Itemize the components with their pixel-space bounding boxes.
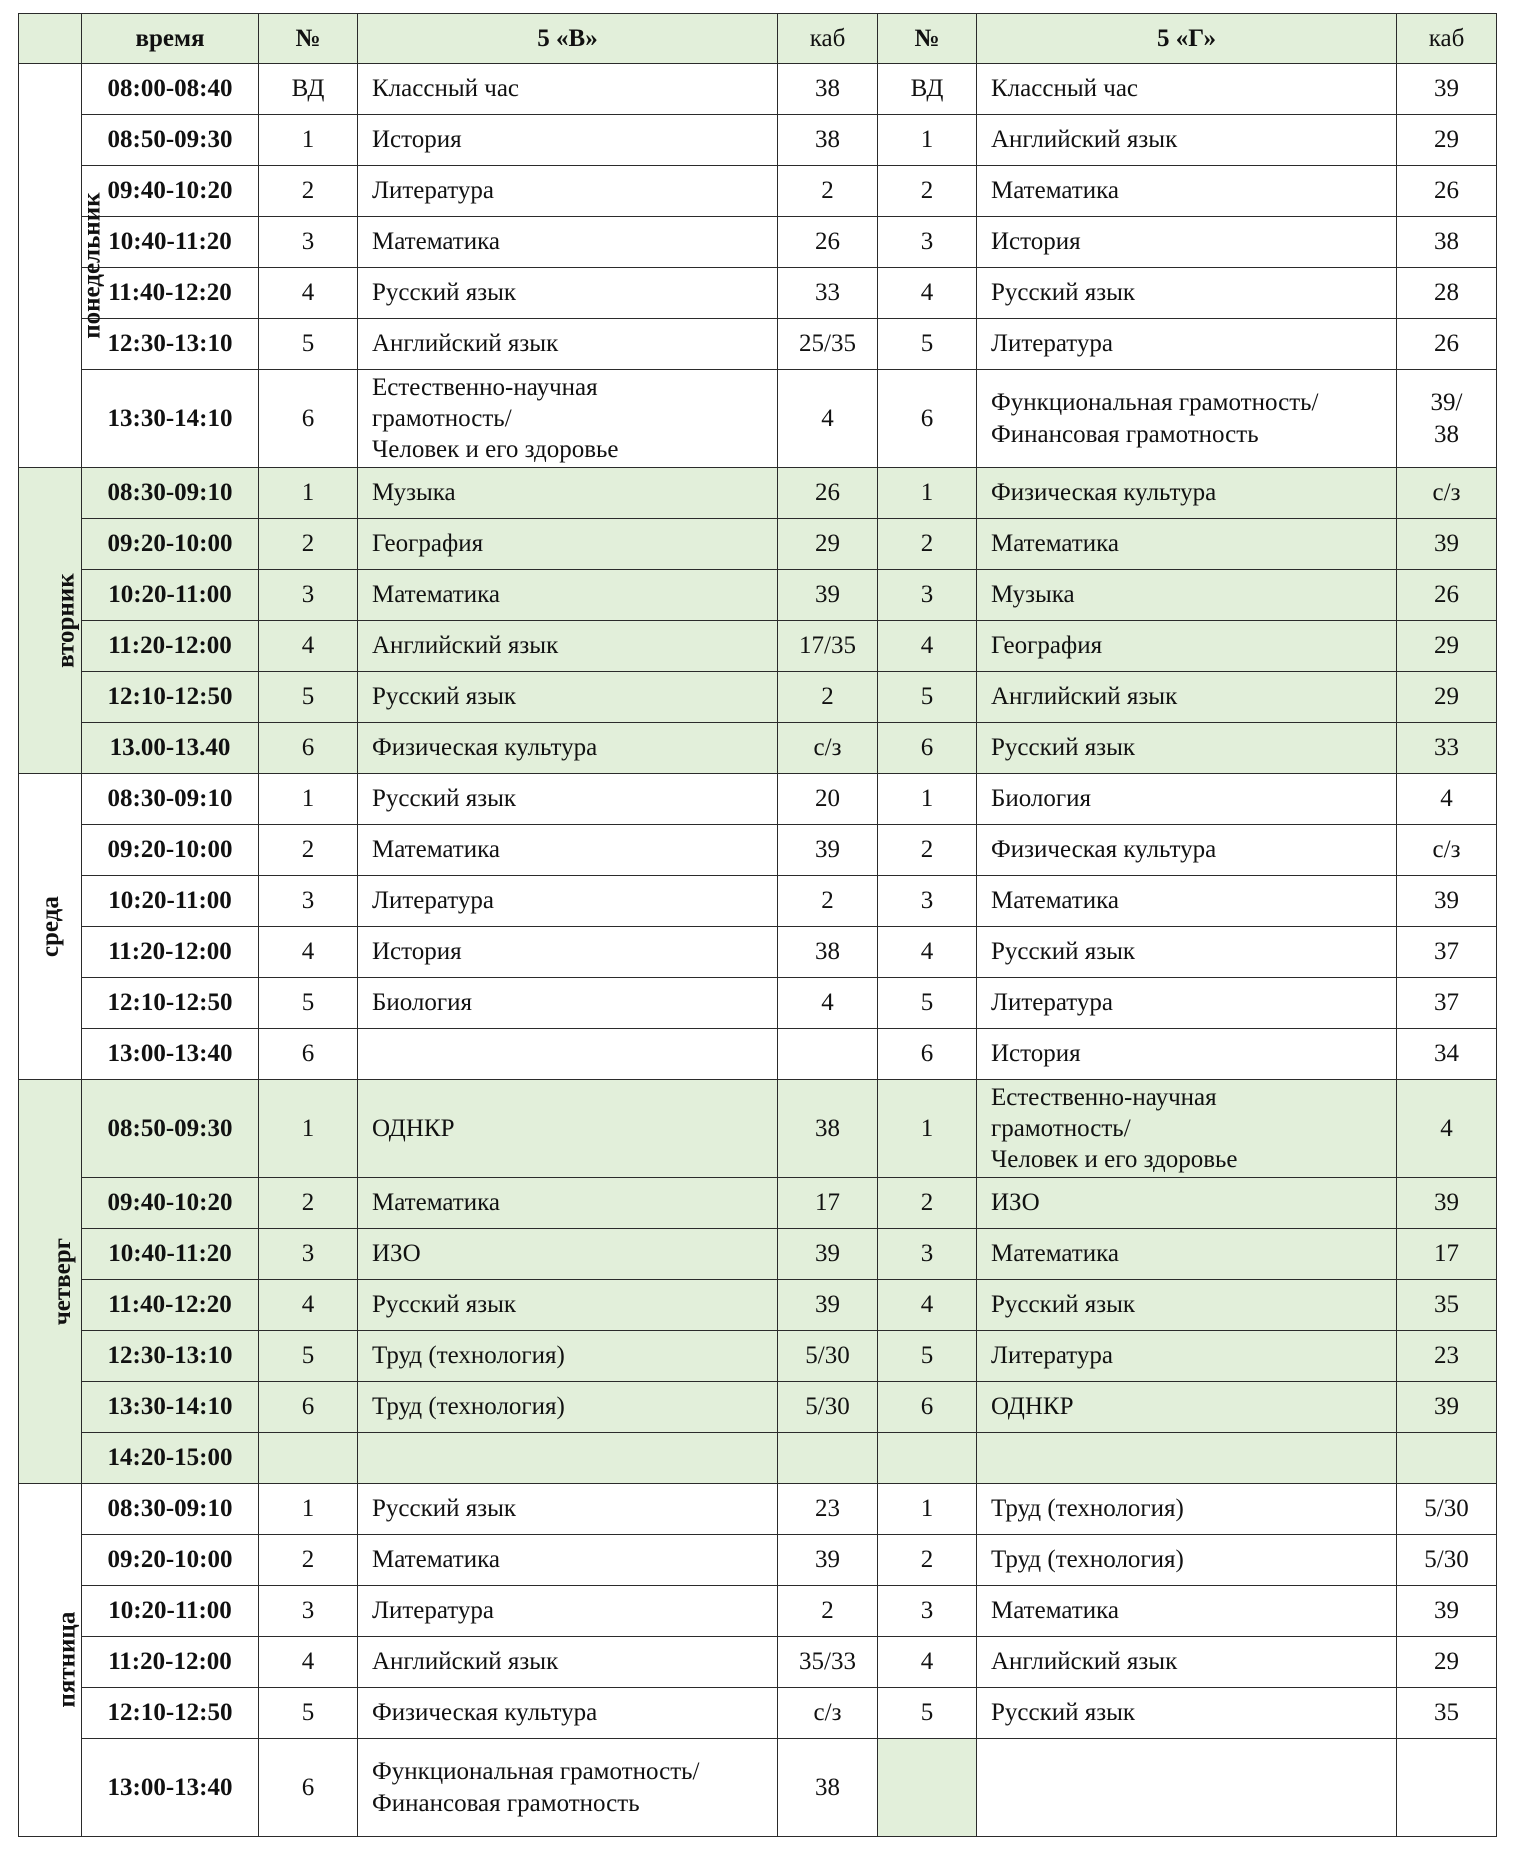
lesson-number-v: 4 bbox=[259, 268, 358, 319]
table-row bbox=[19, 774, 1497, 825]
lesson-number-g: 2 bbox=[878, 166, 977, 217]
room-g: 5/30 bbox=[1397, 1484, 1497, 1535]
day-label: четверг bbox=[49, 1237, 77, 1326]
table-row bbox=[19, 166, 1497, 217]
subject-v: Музыка bbox=[358, 468, 778, 519]
subject-v: Русский язык bbox=[358, 1484, 778, 1535]
room-g: 4 bbox=[1397, 1080, 1497, 1178]
subject-v: Литература bbox=[358, 1586, 778, 1637]
subject-g: ИЗО bbox=[977, 1178, 1397, 1229]
subject-g bbox=[977, 1433, 1397, 1484]
subject-v: Математика bbox=[358, 217, 778, 268]
time-cell: 08:50-09:30 bbox=[82, 1080, 259, 1178]
day-label-cell bbox=[19, 1484, 82, 1837]
room-v: 4 bbox=[778, 370, 878, 468]
subject-v: Русский язык bbox=[358, 774, 778, 825]
table-row bbox=[19, 978, 1497, 1029]
time-cell: 12:30-13:10 bbox=[82, 319, 259, 370]
subject-g: Русский язык bbox=[977, 927, 1397, 978]
subject-v: Математика bbox=[358, 1535, 778, 1586]
room-g: 29 bbox=[1397, 115, 1497, 166]
table-row bbox=[19, 876, 1497, 927]
subject-v: ИЗО bbox=[358, 1229, 778, 1280]
lesson-number-v: 1 bbox=[259, 1080, 358, 1178]
lesson-number-g: 4 bbox=[878, 1280, 977, 1331]
room-v: с/з bbox=[778, 1688, 878, 1739]
lesson-number-g: 1 bbox=[878, 1080, 977, 1178]
table-row bbox=[19, 1229, 1497, 1280]
lesson-number-v: 3 bbox=[259, 570, 358, 621]
room-v: 38 bbox=[778, 927, 878, 978]
time-cell: 10:40-11:20 bbox=[82, 217, 259, 268]
room-g: 39 bbox=[1397, 1382, 1497, 1433]
room-v: 20 bbox=[778, 774, 878, 825]
lesson-number-g: 5 bbox=[878, 319, 977, 370]
subject-g: ОДНКР bbox=[977, 1382, 1397, 1433]
subject-v: Труд (технология) bbox=[358, 1382, 778, 1433]
schedule-table bbox=[18, 13, 1497, 1837]
schedule-sheet bbox=[18, 13, 1497, 1837]
table-row bbox=[19, 1688, 1497, 1739]
subject-g: Труд (технология) bbox=[977, 1484, 1397, 1535]
subject-g: География bbox=[977, 621, 1397, 672]
time-cell: 11:20-12:00 bbox=[82, 1637, 259, 1688]
room-g bbox=[1397, 1433, 1497, 1484]
room-v: 26 bbox=[778, 468, 878, 519]
time-cell: 09:40-10:20 bbox=[82, 1178, 259, 1229]
room-g: 4 bbox=[1397, 774, 1497, 825]
lesson-number-v: 3 bbox=[259, 1586, 358, 1637]
table-row bbox=[19, 570, 1497, 621]
lesson-number-g: 6 bbox=[878, 1382, 977, 1433]
subject-g: Физическая культура bbox=[977, 825, 1397, 876]
time-cell: 10:20-11:00 bbox=[82, 1586, 259, 1637]
lesson-number-g: 1 bbox=[878, 468, 977, 519]
time-cell: 13:30-14:10 bbox=[82, 1382, 259, 1433]
time-cell: 09:20-10:00 bbox=[82, 825, 259, 876]
time-cell: 10:20-11:00 bbox=[82, 570, 259, 621]
subject-g: Математика bbox=[977, 876, 1397, 927]
subject-v: Литература bbox=[358, 166, 778, 217]
room-v: 39 bbox=[778, 570, 878, 621]
room-v: 26 bbox=[778, 217, 878, 268]
room-g: 39 bbox=[1397, 1586, 1497, 1637]
room-v: 4 bbox=[778, 978, 878, 1029]
table-row bbox=[19, 217, 1497, 268]
table-row bbox=[19, 1484, 1497, 1535]
header-room-g: каб bbox=[1397, 14, 1497, 64]
room-v: 38 bbox=[778, 115, 878, 166]
lesson-number-g: 6 bbox=[878, 723, 977, 774]
table-row bbox=[19, 1637, 1497, 1688]
lesson-number-g: 2 bbox=[878, 1178, 977, 1229]
lesson-number-v: ВД bbox=[259, 64, 358, 115]
time-cell: 10:20-11:00 bbox=[82, 876, 259, 927]
room-g: 39/ 38 bbox=[1397, 370, 1497, 468]
room-v: 38 bbox=[778, 64, 878, 115]
room-v bbox=[778, 1433, 878, 1484]
subject-g: Русский язык bbox=[977, 1280, 1397, 1331]
room-v: 5/30 bbox=[778, 1382, 878, 1433]
room-v: 35/33 bbox=[778, 1637, 878, 1688]
table-row bbox=[19, 1535, 1497, 1586]
header-time: время bbox=[82, 14, 259, 64]
subject-g: Английский язык bbox=[977, 115, 1397, 166]
lesson-number-v: 5 bbox=[259, 1688, 358, 1739]
table-row bbox=[19, 1280, 1497, 1331]
subject-g: Английский язык bbox=[977, 672, 1397, 723]
table-row bbox=[19, 723, 1497, 774]
room-v: 39 bbox=[778, 1280, 878, 1331]
subject-v bbox=[358, 1433, 778, 1484]
time-cell: 08:30-09:10 bbox=[82, 774, 259, 825]
subject-g: Физическая культура bbox=[977, 468, 1397, 519]
header-day-corner bbox=[19, 14, 82, 64]
room-g: 26 bbox=[1397, 570, 1497, 621]
time-cell: 09:20-10:00 bbox=[82, 1535, 259, 1586]
room-v: 39 bbox=[778, 825, 878, 876]
lesson-number-v: 6 bbox=[259, 1382, 358, 1433]
lesson-number-v: 4 bbox=[259, 1280, 358, 1331]
lesson-number-g: 4 bbox=[878, 268, 977, 319]
table-row bbox=[19, 1382, 1497, 1433]
room-v: 5/30 bbox=[778, 1331, 878, 1382]
table-row bbox=[19, 468, 1497, 519]
lesson-number-v: 1 bbox=[259, 1484, 358, 1535]
lesson-number-g: 2 bbox=[878, 1535, 977, 1586]
subject-v: Математика bbox=[358, 570, 778, 621]
table-row bbox=[19, 1739, 1497, 1837]
room-g: 34 bbox=[1397, 1029, 1497, 1080]
table-row bbox=[19, 1331, 1497, 1382]
subject-v: Математика bbox=[358, 1178, 778, 1229]
table-row bbox=[19, 825, 1497, 876]
day-label: пятница bbox=[53, 1612, 81, 1708]
lesson-number-v: 6 bbox=[259, 1739, 358, 1837]
subject-g: Русский язык bbox=[977, 723, 1397, 774]
lesson-number-g: ВД bbox=[878, 64, 977, 115]
day-label: понедельник bbox=[78, 192, 106, 339]
room-v: 17/35 bbox=[778, 621, 878, 672]
subject-v: Естественно-научная грамотность/ Человек и его здоровье bbox=[358, 370, 778, 468]
subject-g: Труд (технология) bbox=[977, 1535, 1397, 1586]
subject-g: Естественно-научная грамотность/ Человек и его здоровье bbox=[977, 1080, 1397, 1178]
room-g: 29 bbox=[1397, 1637, 1497, 1688]
schedule-body bbox=[19, 64, 1497, 1837]
table-row bbox=[19, 672, 1497, 723]
lesson-number-g: 2 bbox=[878, 825, 977, 876]
room-g: 35 bbox=[1397, 1280, 1497, 1331]
lesson-number-v: 6 bbox=[259, 723, 358, 774]
lesson-number-g: 4 bbox=[878, 1637, 977, 1688]
time-cell: 13:00-13:40 bbox=[82, 1739, 259, 1837]
room-g: 39 bbox=[1397, 876, 1497, 927]
subject-v: Биология bbox=[358, 978, 778, 1029]
room-g: 23 bbox=[1397, 1331, 1497, 1382]
lesson-number-v: 2 bbox=[259, 825, 358, 876]
lesson-number-v: 5 bbox=[259, 319, 358, 370]
lesson-number-v: 2 bbox=[259, 1535, 358, 1586]
subject-v: Математика bbox=[358, 825, 778, 876]
subject-v bbox=[358, 1029, 778, 1080]
room-v: 25/35 bbox=[778, 319, 878, 370]
room-v: 17 bbox=[778, 1178, 878, 1229]
time-cell: 08:30-09:10 bbox=[82, 1484, 259, 1535]
subject-v: Русский язык bbox=[358, 672, 778, 723]
lesson-number-v: 1 bbox=[259, 115, 358, 166]
subject-v: Функциональная грамотность/ Финансовая грамотность bbox=[358, 1739, 778, 1837]
lesson-number-v: 3 bbox=[259, 217, 358, 268]
lesson-number-g: 4 bbox=[878, 621, 977, 672]
subject-g: Русский язык bbox=[977, 268, 1397, 319]
room-g: 38 bbox=[1397, 217, 1497, 268]
lesson-number-v: 2 bbox=[259, 166, 358, 217]
lesson-number-v: 6 bbox=[259, 370, 358, 468]
subject-g: Литература bbox=[977, 319, 1397, 370]
day-label-cell bbox=[19, 1080, 82, 1484]
subject-g: Математика bbox=[977, 519, 1397, 570]
lesson-number-v: 2 bbox=[259, 519, 358, 570]
lesson-number-v: 2 bbox=[259, 1178, 358, 1229]
header-class-v: 5 «В» bbox=[358, 14, 778, 64]
header-row bbox=[19, 14, 1497, 64]
room-g: 29 bbox=[1397, 672, 1497, 723]
subject-g: Математика bbox=[977, 1586, 1397, 1637]
lesson-number-v: 5 bbox=[259, 672, 358, 723]
time-cell: 11:20-12:00 bbox=[82, 927, 259, 978]
lesson-number-v: 3 bbox=[259, 876, 358, 927]
lesson-number-v bbox=[259, 1433, 358, 1484]
lesson-number-g: 5 bbox=[878, 1688, 977, 1739]
lesson-number-g bbox=[878, 1433, 977, 1484]
time-cell: 12:10-12:50 bbox=[82, 672, 259, 723]
room-g: с/з bbox=[1397, 468, 1497, 519]
subject-g: Литература bbox=[977, 978, 1397, 1029]
header-class-g: 5 «Г» bbox=[977, 14, 1397, 64]
subject-v: Классный час bbox=[358, 64, 778, 115]
lesson-number-v: 1 bbox=[259, 774, 358, 825]
room-g: 35 bbox=[1397, 1688, 1497, 1739]
subject-g: Математика bbox=[977, 166, 1397, 217]
room-v: 2 bbox=[778, 672, 878, 723]
header-room-v: каб bbox=[778, 14, 878, 64]
lesson-number-g: 2 bbox=[878, 519, 977, 570]
table-row bbox=[19, 319, 1497, 370]
subject-g: Биология bbox=[977, 774, 1397, 825]
time-cell: 08:30-09:10 bbox=[82, 468, 259, 519]
table-row bbox=[19, 1586, 1497, 1637]
day-label: вторник bbox=[52, 573, 80, 668]
lesson-number-v: 4 bbox=[259, 621, 358, 672]
lesson-number-g: 5 bbox=[878, 978, 977, 1029]
room-v: с/з bbox=[778, 723, 878, 774]
lesson-number-g: 3 bbox=[878, 217, 977, 268]
lesson-number-v: 3 bbox=[259, 1229, 358, 1280]
subject-g: Литература bbox=[977, 1331, 1397, 1382]
room-v: 39 bbox=[778, 1229, 878, 1280]
subject-v: Английский язык bbox=[358, 1637, 778, 1688]
lesson-number-g: 6 bbox=[878, 370, 977, 468]
room-g: с/з bbox=[1397, 825, 1497, 876]
time-cell: 12:10-12:50 bbox=[82, 978, 259, 1029]
time-cell: 14:20-15:00 bbox=[82, 1433, 259, 1484]
room-v: 2 bbox=[778, 1586, 878, 1637]
subject-g: Функциональная грамотность/ Финансовая грамотность bbox=[977, 370, 1397, 468]
subject-g bbox=[977, 1739, 1397, 1837]
room-g: 39 bbox=[1397, 1178, 1497, 1229]
subject-v: Труд (технология) bbox=[358, 1331, 778, 1382]
subject-v: Литература bbox=[358, 876, 778, 927]
room-v: 33 bbox=[778, 268, 878, 319]
lesson-number-g bbox=[878, 1739, 977, 1837]
subject-v: Русский язык bbox=[358, 268, 778, 319]
table-row bbox=[19, 370, 1497, 468]
table-row bbox=[19, 268, 1497, 319]
lesson-number-g: 6 bbox=[878, 1029, 977, 1080]
lesson-number-v: 4 bbox=[259, 1637, 358, 1688]
subject-v: Английский язык bbox=[358, 621, 778, 672]
subject-g: Классный час bbox=[977, 64, 1397, 115]
lesson-number-g: 1 bbox=[878, 774, 977, 825]
table-row bbox=[19, 115, 1497, 166]
table-row bbox=[19, 64, 1497, 115]
subject-g: Русский язык bbox=[977, 1688, 1397, 1739]
time-cell: 11:40-12:20 bbox=[82, 268, 259, 319]
lesson-number-v: 4 bbox=[259, 927, 358, 978]
time-cell: 11:20-12:00 bbox=[82, 621, 259, 672]
room-g: 33 bbox=[1397, 723, 1497, 774]
room-g: 17 bbox=[1397, 1229, 1497, 1280]
time-cell: 09:20-10:00 bbox=[82, 519, 259, 570]
day-label-cell bbox=[19, 774, 82, 1080]
room-v: 29 bbox=[778, 519, 878, 570]
subject-g: Музыка bbox=[977, 570, 1397, 621]
lesson-number-g: 3 bbox=[878, 570, 977, 621]
time-cell: 13:00-13:40 bbox=[82, 1029, 259, 1080]
day-label: среда bbox=[36, 896, 64, 957]
room-g: 39 bbox=[1397, 519, 1497, 570]
lesson-number-g: 1 bbox=[878, 115, 977, 166]
time-cell: 13:30-14:10 bbox=[82, 370, 259, 468]
lesson-number-v: 6 bbox=[259, 1029, 358, 1080]
day-label-cell bbox=[19, 468, 82, 774]
table-row bbox=[19, 1029, 1497, 1080]
subject-v: Английский язык bbox=[358, 319, 778, 370]
time-cell: 12:30-13:10 bbox=[82, 1331, 259, 1382]
time-cell: 13.00-13.40 bbox=[82, 723, 259, 774]
room-v: 23 bbox=[778, 1484, 878, 1535]
table-row bbox=[19, 927, 1497, 978]
time-cell: 10:40-11:20 bbox=[82, 1229, 259, 1280]
subject-v: История bbox=[358, 115, 778, 166]
lesson-number-g: 3 bbox=[878, 1586, 977, 1637]
lesson-number-g: 5 bbox=[878, 672, 977, 723]
lesson-number-g: 3 bbox=[878, 876, 977, 927]
room-v: 39 bbox=[778, 1535, 878, 1586]
room-v bbox=[778, 1029, 878, 1080]
lesson-number-v: 5 bbox=[259, 978, 358, 1029]
lesson-number-g: 4 bbox=[878, 927, 977, 978]
subject-g: История bbox=[977, 1029, 1397, 1080]
lesson-number-g: 5 bbox=[878, 1331, 977, 1382]
subject-v: Физическая культура bbox=[358, 1688, 778, 1739]
room-g: 5/30 bbox=[1397, 1535, 1497, 1586]
time-cell: 08:00-08:40 bbox=[82, 64, 259, 115]
table-row bbox=[19, 1080, 1497, 1178]
subject-v: Русский язык bbox=[358, 1280, 778, 1331]
room-g bbox=[1397, 1739, 1497, 1837]
lesson-number-v: 5 bbox=[259, 1331, 358, 1382]
room-g: 29 bbox=[1397, 621, 1497, 672]
subject-g: Английский язык bbox=[977, 1637, 1397, 1688]
table-row bbox=[19, 1433, 1497, 1484]
day-label-cell bbox=[19, 64, 106, 468]
lesson-number-g: 1 bbox=[878, 1484, 977, 1535]
room-v: 38 bbox=[778, 1080, 878, 1178]
subject-g: История bbox=[977, 217, 1397, 268]
room-v: 2 bbox=[778, 876, 878, 927]
table-row bbox=[19, 519, 1497, 570]
room-g: 26 bbox=[1397, 319, 1497, 370]
room-g: 39 bbox=[1397, 64, 1497, 115]
time-cell: 12:10-12:50 bbox=[82, 1688, 259, 1739]
room-v: 38 bbox=[778, 1739, 878, 1837]
header-num-v: № bbox=[259, 14, 358, 64]
lesson-number-v: 1 bbox=[259, 468, 358, 519]
subject-v: География bbox=[358, 519, 778, 570]
room-g: 28 bbox=[1397, 268, 1497, 319]
time-cell: 08:50-09:30 bbox=[82, 115, 259, 166]
table-row bbox=[19, 621, 1497, 672]
room-g: 37 bbox=[1397, 927, 1497, 978]
room-g: 26 bbox=[1397, 166, 1497, 217]
subject-v: Физическая культура bbox=[358, 723, 778, 774]
subject-v: ОДНКР bbox=[358, 1080, 778, 1178]
lesson-number-g: 3 bbox=[878, 1229, 977, 1280]
table-row bbox=[19, 1178, 1497, 1229]
time-cell: 09:40-10:20 bbox=[82, 166, 259, 217]
subject-v: История bbox=[358, 927, 778, 978]
room-v: 2 bbox=[778, 166, 878, 217]
room-g: 37 bbox=[1397, 978, 1497, 1029]
time-cell: 11:40-12:20 bbox=[82, 1280, 259, 1331]
header-num-g: № bbox=[878, 14, 977, 64]
subject-g: Математика bbox=[977, 1229, 1397, 1280]
